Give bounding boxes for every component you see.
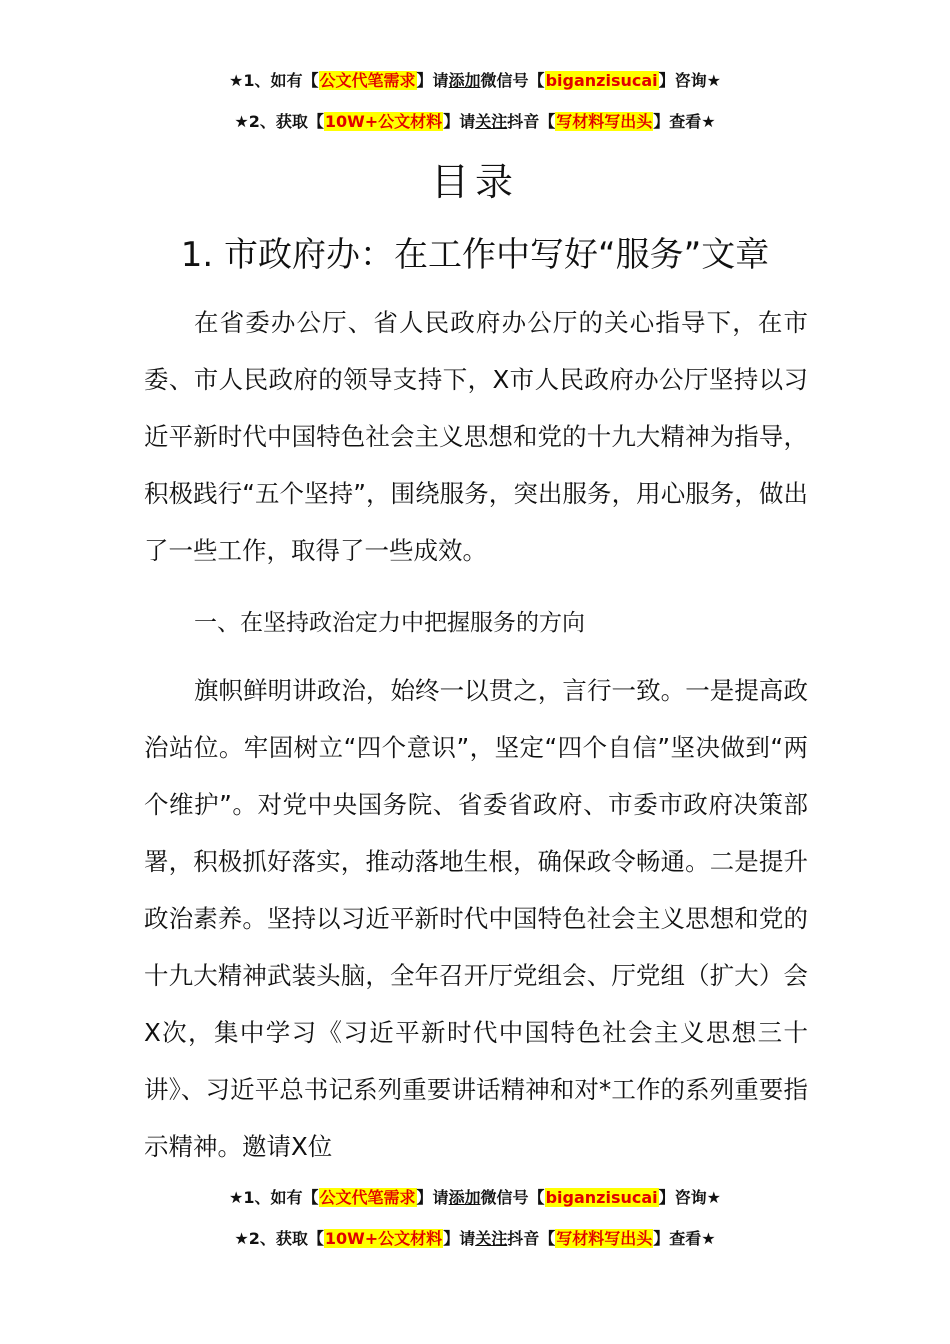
section-heading-1: 一、在坚持政治定力中把握服务的方向 xyxy=(194,610,585,636)
banner-highlight: 公文代笔需求 xyxy=(319,71,416,90)
banner-text: ★2、获取【 xyxy=(234,1229,324,1248)
banner-text: 】请 xyxy=(416,1188,449,1207)
banner-text: ★2、获取【 xyxy=(234,112,324,131)
banner-text: 抖音【 xyxy=(507,1229,556,1248)
banner-underline: 添加 xyxy=(448,1188,481,1207)
banner-text: 微信号【 xyxy=(480,71,545,90)
document-title: 目录 xyxy=(430,160,519,204)
banner-underline: 关注 xyxy=(475,112,508,131)
banner-text: 】咨询★ xyxy=(658,71,721,90)
banner-text: ★1、如有【 xyxy=(229,71,319,90)
banner-text: 】请 xyxy=(443,1229,476,1248)
banner-highlight: 写材料写出头 xyxy=(556,112,653,131)
banner-text: 抖音【 xyxy=(507,112,556,131)
banner-bottom-line-1 xyxy=(0,1187,950,1209)
banner-text: 】请 xyxy=(416,71,449,90)
banner-highlight: 写材料写出头 xyxy=(556,1229,653,1248)
banner-text: 】查看★ xyxy=(653,112,716,131)
paragraph-intro: 在省委办公厅、省人民政府办公厅的关心指导下，在市委、市人民政府的领导支持下，X市人民政府办公厅坚持以习近平新时代中国特色社会主义思想和党的十九大精神为指导，积极践行“五个坚持”，围绕服务，突出服务，用心服务，做出了一些工作，取得了一些成效。 xyxy=(144,308,808,565)
banner-highlight: 10W+公文材料 xyxy=(324,1229,443,1248)
banner-text: ★1、如有【 xyxy=(229,1188,319,1207)
banner-bottom-line-2 xyxy=(0,1228,950,1250)
banner-highlight: biganzisucai xyxy=(545,1188,658,1207)
banner-text: 】请 xyxy=(443,112,476,131)
banner-highlight: 公文代笔需求 xyxy=(319,1188,416,1207)
banner-text: 】咨询★ xyxy=(658,1188,721,1207)
article-title: 1. 市政府办：在工作中写好“服务”文章 xyxy=(180,235,770,275)
banner-top-line-1 xyxy=(0,70,950,92)
banner-text: 】查看★ xyxy=(653,1229,716,1248)
banner-underline: 添加 xyxy=(448,71,481,90)
banner-highlight: biganzisucai xyxy=(545,71,658,90)
banner-text: 微信号【 xyxy=(480,1188,545,1207)
banner-highlight: 10W+公文材料 xyxy=(324,112,443,131)
banner-top-line-2 xyxy=(0,111,950,133)
banner-underline: 关注 xyxy=(475,1229,508,1248)
paragraph-section-1: 旗帜鲜明讲政治，始终一以贯之，言行一致。一是提高政治站位。牢固树立“四个意识”，坚定“四个自信”坚决做到“两个维护”。对党中央国务院、省委省政府、市委市政府决策部署，积极抓好落实，推动落地生根，确保政令畅通。二是提升政治素养。坚持以习近平新时代中国特色社会主义思想和党的十九大精神武装头脑，全年召开厅党组会、厅党组（扩大）会X次，集中学习《习近平新时代中国特色社会主义思想三十讲》、习近平总书记系列重要讲话精神和对*工作的系列重要指示精神。邀请X位 xyxy=(144,676,808,1161)
